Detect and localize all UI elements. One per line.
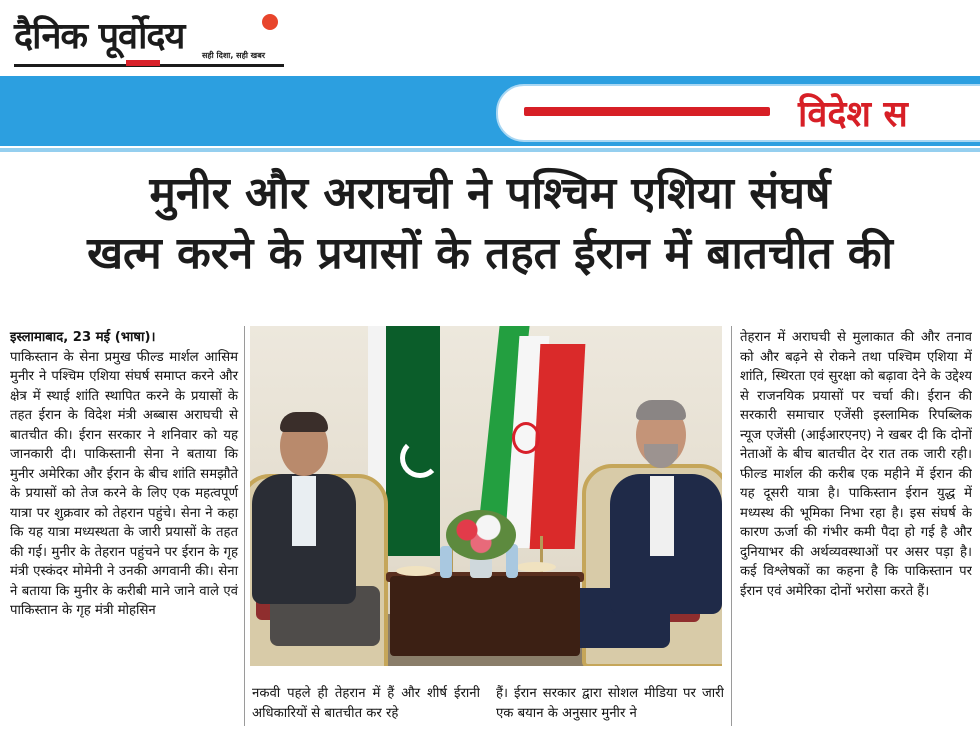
newspaper-name: दैनिक पूर्वोदय	[14, 15, 185, 57]
article-column-right: तेहरान में अराघची से मुलाकात की और तनाव को और बढ़ने से रोकने तथा पश्चिम एशिया में शांति, स्थिरता एवं सुरक्षा को बढ़ावा देने के उद्देश्य से राजनयिक प्रयासों पर चर्चा की। ईरान की सरकारी समाचार एजेंसी इस्लामिक रिपब्लिक न्यूज एजेंसी (आईआरएनए) ने खबर दी कि दोनों नेताओं के बीच बातचीत देर रात तक जारी रही। फील्ड मार्शल की करीब एक महीने में ईरान की यह दूसरी यात्रा है। पाकिस्तान ईरान युद्ध में मध्यस्थ की भूमिका निभा रहा है। इस संघर्ष के कारण ऊर्जा की गंभीर कमी पैदा हो गई है और दुनियाभर की अर्थव्यवस्थाओं पर असर पड़ा है। कई विश्लेषकों का कहना है कि पाकिस्तान पर ईरान एवं अमेरिका दोनों भरोसा करते हैं।	[740, 330, 972, 599]
logo-dot-icon	[262, 14, 278, 30]
newspaper-tagline: सही दिशा, सही खबर	[202, 51, 266, 60]
article-headline	[0, 164, 980, 284]
flower-bouquet-icon	[446, 510, 516, 560]
article-photo	[250, 326, 722, 666]
column-divider-right	[731, 326, 732, 726]
article-column-mid-a: नकवी पहले ही तेहरान में हैं और शीर्ष ईरानी अधिकारियों से बातचीत कर रहे	[252, 686, 480, 721]
section-band-strip	[0, 148, 980, 152]
article-dateline: इस्लामाबाद, 23 मई (भाषा)।	[10, 330, 156, 345]
article-column-left	[10, 328, 238, 621]
section-label: विदेश स	[798, 93, 908, 135]
section-red-bar	[524, 107, 770, 116]
masthead-red-mark	[126, 60, 160, 66]
article-column-mid-b: हैं। ईरान सरकार द्वारा सोशल मीडिया पर जारी एक बयान के अनुसार मुनीर ने	[496, 686, 724, 721]
masthead-logo	[14, 6, 284, 72]
headline-line-1: मुनीर और अराघची ने पश्चिम एशिया संघर्ष	[149, 168, 831, 219]
article-text-left: पाकिस्तान के सेना प्रमुख फील्ड मार्शल आसिम मुनीर ने पश्चिम एशिया संघर्ष समाप्त करने और क्षेत्र में स्थाई शांति स्थापित करने के प्रयासों के तहत ईरान के विदेश मंत्री अब्बास अराघची से बातचीत की। ईरान सरकार ने शनिवार को यह जानकारी दी। पाकिस्तानी सेना ने बताया कि मुनीर अमेरिका और ईरान के बीच शांति समझौते के प्रयासों को तेज करने के लिए एक महत्वपूर्ण यात्रा पर शुक्रवार को तेहरान पहुंचे। सेना ने कहा कि यह यात्रा मध्यस्थता के जारी प्रयासों के तहत की गई। मुनीर के तेहरान पहुंचने पर ईरान के गृह मंत्री एस्कंदर मोमेनी ने उनकी अगवानी की। सेना ने बताया कि मुनीर के करीबी माने जाने वाले एवं पाकिस्तान के गृह मंत्री मोहसिन	[10, 349, 238, 618]
headline-line-2: खत्म करने के प्रयासों के तहत ईरान में बातचीत की	[87, 228, 893, 279]
column-divider-left	[244, 326, 245, 726]
